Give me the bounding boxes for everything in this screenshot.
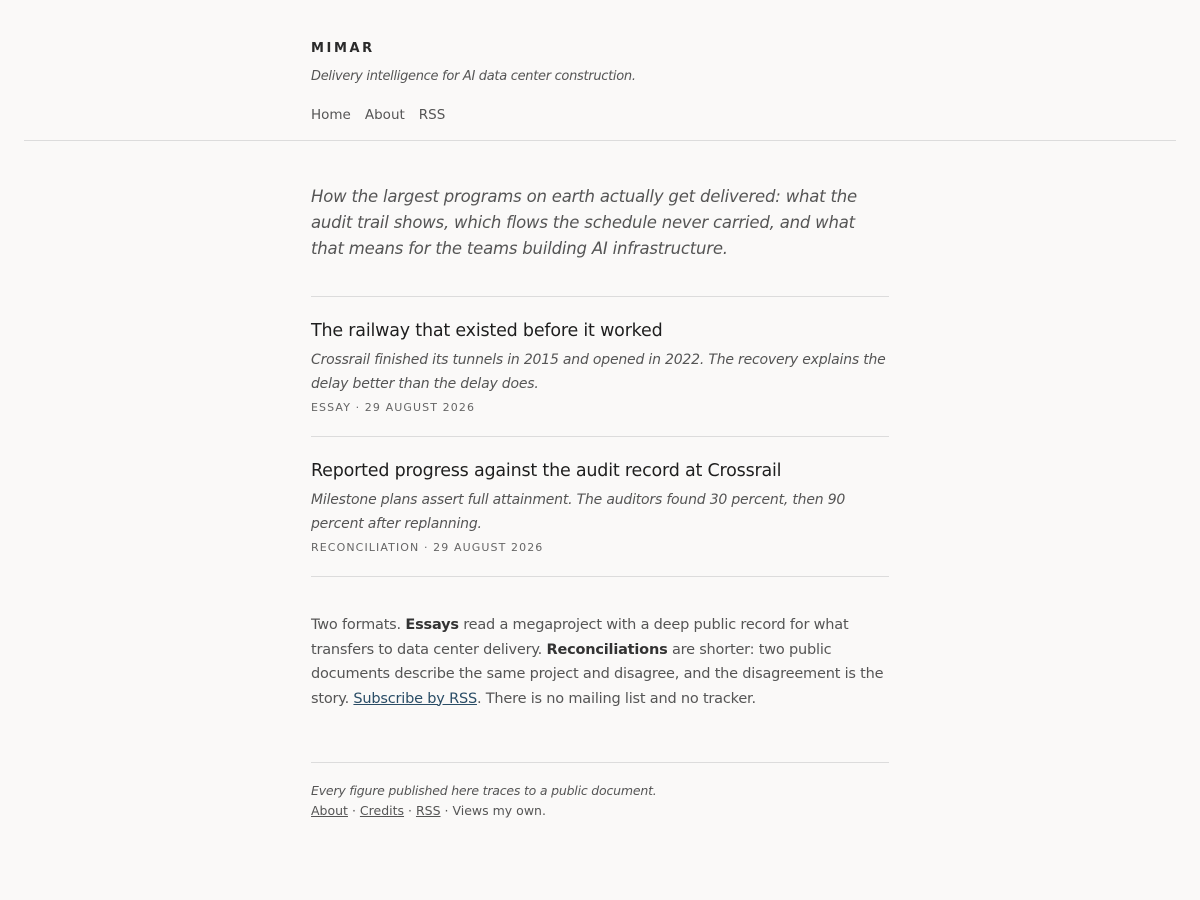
site-footer bbox=[311, 781, 889, 821]
formats-lead: Two formats. bbox=[311, 617, 401, 633]
footer-links bbox=[311, 801, 889, 821]
nav-home-link[interactable]: Home bbox=[311, 107, 351, 123]
article-title-link[interactable]: Reported progress against the audit record at Crossrail bbox=[311, 461, 782, 481]
article-item bbox=[311, 437, 889, 577]
essays-text: read a megaproject with a deep public record for what transfers to data center delivery. bbox=[311, 617, 849, 658]
nav-about-link[interactable]: About bbox=[364, 107, 405, 123]
subscribe-rss-link[interactable]: Subscribe by RSS bbox=[353, 690, 477, 707]
essays-label: Essays bbox=[405, 617, 459, 633]
footer-separator: · bbox=[408, 803, 412, 818]
article-meta: ESSAY · 29 AUGUST 2026 bbox=[311, 401, 476, 414]
footer-about-link[interactable]: About bbox=[311, 803, 348, 818]
article-item bbox=[311, 297, 889, 437]
main-nav bbox=[311, 107, 459, 123]
footer-note: Every figure published here traces to a public document. bbox=[311, 783, 657, 798]
reconciliations-label: Reconciliations bbox=[546, 641, 668, 658]
site-header bbox=[24, 0, 1176, 141]
article-title-link[interactable]: The railway that existed before it worked bbox=[311, 321, 663, 341]
site-tagline: Delivery intelligence for AI data center construction. bbox=[311, 69, 636, 84]
main-content bbox=[311, 141, 889, 821]
article-summary: Crossrail finished its tunnels in 2015 and opened in 2022. The recovery explains the delay better than the delay does. bbox=[311, 352, 886, 392]
nav-rss-link[interactable]: RSS bbox=[418, 107, 446, 123]
footer-rss-link[interactable]: RSS bbox=[415, 803, 441, 818]
site-brand[interactable]: MIMAR bbox=[311, 41, 375, 56]
footer-disclaimer: · Views my own. bbox=[444, 803, 546, 818]
formats-tail: . There is no mailing list and no tracker. bbox=[476, 690, 756, 707]
reconciliations-text: are shorter: two public documents describe the same project and disagree, and the disagreement is the story. bbox=[311, 641, 884, 707]
footer-separator: · bbox=[351, 803, 356, 818]
formats-description bbox=[311, 613, 889, 763]
footer-credits-link[interactable]: Credits bbox=[359, 803, 405, 818]
intro-text: How the largest programs on earth actually get delivered: what the audit trail shows, which flows the schedule never carried, and what that means for the teams building AI infrastructure. bbox=[311, 184, 889, 297]
article-meta: RECONCILIATION · 29 AUGUST 2026 bbox=[311, 541, 544, 554]
article-summary: Milestone plans assert full attainment. The auditors found 30 percent, then 90 percent after replanning. bbox=[311, 492, 846, 532]
